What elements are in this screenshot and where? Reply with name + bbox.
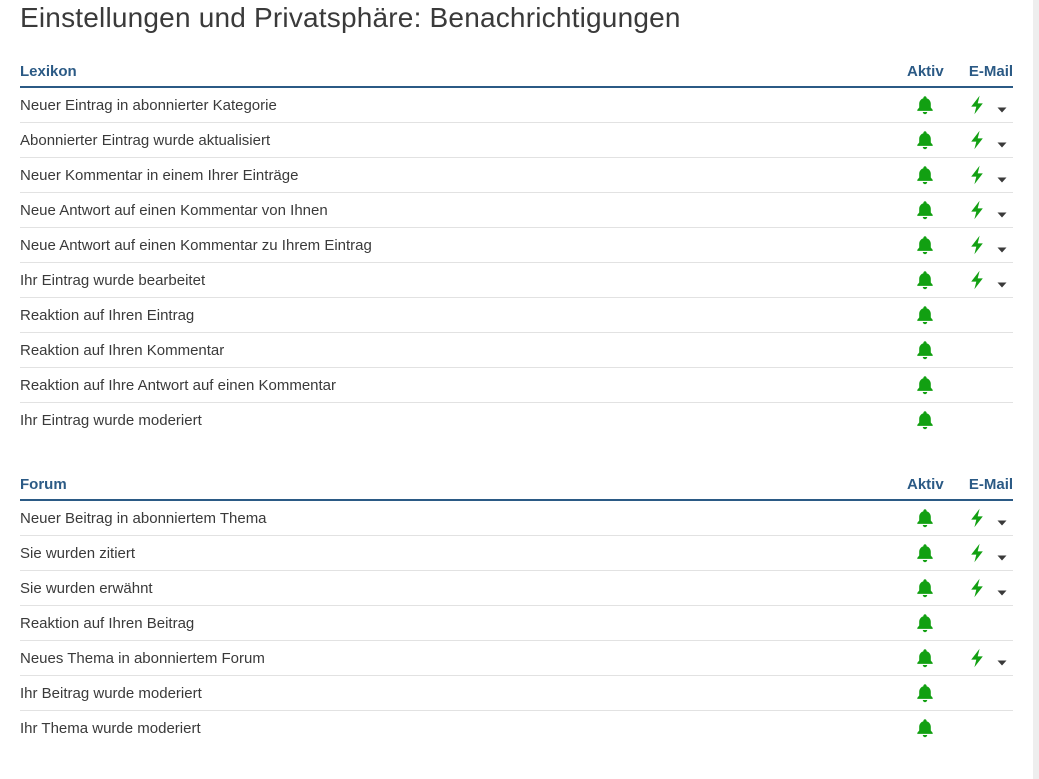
email-dropdown-button[interactable] xyxy=(968,508,1012,528)
caret-down-icon xyxy=(997,514,1007,522)
bell-icon[interactable] xyxy=(916,130,934,150)
email-dropdown-button[interactable] xyxy=(968,200,1012,220)
bell-icon[interactable] xyxy=(916,200,934,220)
email-dropdown-button[interactable] xyxy=(968,95,1012,115)
notification-row xyxy=(20,403,1013,437)
notification-row xyxy=(20,228,1013,263)
caret-down-icon xyxy=(997,549,1007,557)
notification-label: Neues Thema in abonniertem Forum xyxy=(20,650,265,667)
email-dropdown-button[interactable] xyxy=(968,648,1012,668)
notification-label: Neuer Kommentar in einem Ihrer Einträge xyxy=(20,167,299,184)
notification-row xyxy=(20,368,1013,403)
bell-icon[interactable] xyxy=(916,683,934,703)
notification-label: Neuer Eintrag in abonnierter Kategorie xyxy=(20,97,277,114)
page-title: Einstellungen und Privatsphäre: Benachrichtigungen xyxy=(20,2,681,33)
section-forum xyxy=(20,471,1013,745)
bolt-icon xyxy=(968,235,986,255)
bolt-icon xyxy=(968,508,986,528)
notification-label: Abonnierter Eintrag wurde aktualisiert xyxy=(20,132,271,149)
bell-icon[interactable] xyxy=(916,375,934,395)
notification-row xyxy=(20,333,1013,368)
notification-list xyxy=(20,501,1013,745)
notification-row xyxy=(20,606,1013,641)
section-title: Lexikon xyxy=(20,63,77,80)
bell-icon[interactable] xyxy=(916,165,934,185)
notification-label: Neue Antwort auf einen Kommentar zu Ihrem Eintrag xyxy=(20,237,372,254)
column-header-active: Aktiv xyxy=(907,63,944,80)
bell-icon[interactable] xyxy=(916,543,934,563)
section-title: Forum xyxy=(20,476,67,493)
notification-label: Ihr Beitrag wurde moderiert xyxy=(20,685,202,702)
bell-icon[interactable] xyxy=(916,648,934,668)
bell-icon[interactable] xyxy=(916,235,934,255)
caret-down-icon xyxy=(997,136,1007,144)
bolt-icon xyxy=(968,648,986,668)
notification-row xyxy=(20,536,1013,571)
notification-label: Ihr Thema wurde moderiert xyxy=(20,720,201,737)
bell-icon[interactable] xyxy=(916,305,934,325)
notification-label: Ihr Eintrag wurde moderiert xyxy=(20,412,202,429)
notification-label: Sie wurden zitiert xyxy=(20,545,136,562)
notification-label: Reaktion auf Ihre Antwort auf einen Kommentar xyxy=(20,377,337,394)
notification-row xyxy=(20,263,1013,298)
notification-row xyxy=(20,571,1013,606)
caret-down-icon xyxy=(997,206,1007,214)
email-dropdown-button[interactable] xyxy=(968,270,1012,290)
bolt-icon xyxy=(968,130,986,150)
caret-down-icon xyxy=(997,241,1007,249)
email-dropdown-button[interactable] xyxy=(968,578,1012,598)
notification-label: Ihr Eintrag wurde bearbeitet xyxy=(20,272,206,289)
notification-label: Reaktion auf Ihren Beitrag xyxy=(20,615,195,632)
bolt-icon xyxy=(968,165,986,185)
bolt-icon xyxy=(968,543,986,563)
bolt-icon xyxy=(968,95,986,115)
notification-label: Reaktion auf Ihren Kommentar xyxy=(20,342,225,359)
caret-down-icon xyxy=(997,584,1007,592)
bell-icon[interactable] xyxy=(916,578,934,598)
caret-down-icon xyxy=(997,276,1007,284)
notification-row xyxy=(20,88,1013,123)
bell-icon[interactable] xyxy=(916,508,934,528)
scrollbar-track[interactable] xyxy=(1033,0,1039,779)
bell-icon[interactable] xyxy=(916,410,934,430)
notification-label: Neuer Beitrag in abonniertem Thema xyxy=(20,510,267,527)
column-header-email: E-Mail xyxy=(968,63,1014,80)
section-header xyxy=(20,58,1013,88)
bolt-icon xyxy=(968,270,986,290)
bolt-icon xyxy=(968,200,986,220)
email-dropdown-button[interactable] xyxy=(968,235,1012,255)
notification-row xyxy=(20,676,1013,711)
bell-icon[interactable] xyxy=(916,340,934,360)
caret-down-icon xyxy=(997,171,1007,179)
notification-label: Reaktion auf Ihren Eintrag xyxy=(20,307,195,324)
email-dropdown-button[interactable] xyxy=(968,130,1012,150)
notification-row xyxy=(20,711,1013,745)
notification-label: Sie wurden erwähnt xyxy=(20,580,153,597)
notification-row xyxy=(20,193,1013,228)
bell-icon[interactable] xyxy=(916,95,934,115)
section-lexikon xyxy=(20,58,1013,437)
bell-icon[interactable] xyxy=(916,613,934,633)
caret-down-icon xyxy=(997,101,1007,109)
bell-icon[interactable] xyxy=(916,270,934,290)
notification-label: Neue Antwort auf einen Kommentar von Ihnen xyxy=(20,202,328,219)
bolt-icon xyxy=(968,578,986,598)
notification-row xyxy=(20,123,1013,158)
notification-row xyxy=(20,641,1013,676)
section-header xyxy=(20,471,1013,501)
email-dropdown-button[interactable] xyxy=(968,543,1012,563)
notification-row xyxy=(20,501,1013,536)
email-dropdown-button[interactable] xyxy=(968,165,1012,185)
caret-down-icon xyxy=(997,654,1007,662)
notification-row xyxy=(20,158,1013,193)
notification-list xyxy=(20,88,1013,437)
column-header-active: Aktiv xyxy=(907,476,944,493)
notification-row xyxy=(20,298,1013,333)
column-header-email: E-Mail xyxy=(968,476,1014,493)
bell-icon[interactable] xyxy=(916,718,934,738)
